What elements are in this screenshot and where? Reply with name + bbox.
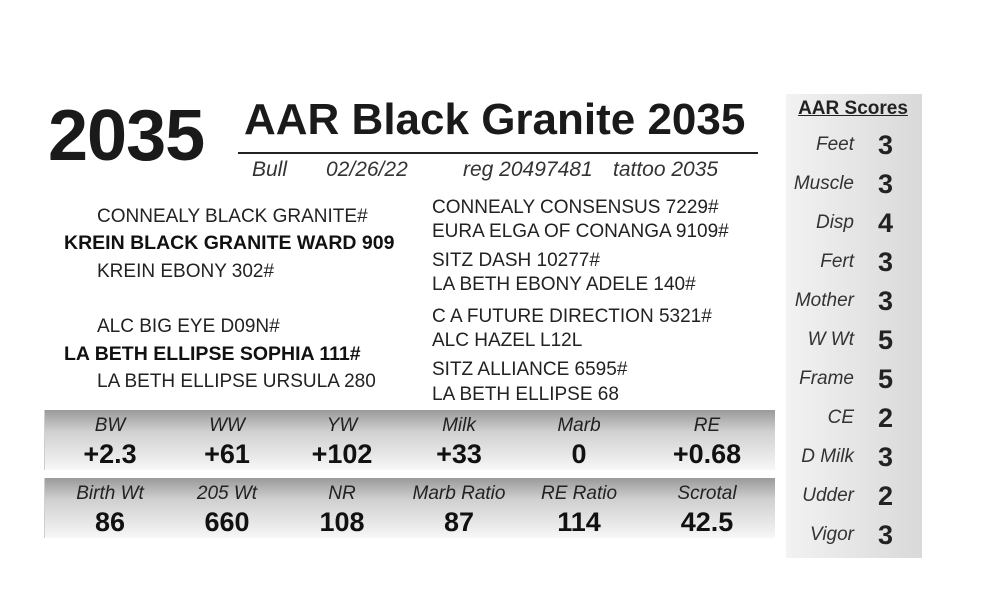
score-row-vigor bbox=[786, 520, 922, 554]
pedigree-dam-dam: LA BETH ELLIPSE URSULA 280 bbox=[97, 371, 376, 392]
scores-title: AAR Scores bbox=[798, 98, 908, 119]
score-value: 3 bbox=[878, 520, 894, 550]
actual-marb-ratio bbox=[394, 478, 524, 536]
registration-number: reg 20497481 bbox=[463, 158, 593, 181]
tattoo: tattoo 2035 bbox=[613, 158, 719, 181]
actual-value: 86 bbox=[94, 507, 126, 537]
score-label: Disp bbox=[815, 212, 854, 233]
pedigree-ds-dam: ALC HAZEL L12L bbox=[432, 330, 583, 351]
score-row-feet bbox=[786, 130, 922, 164]
score-row-fert bbox=[786, 247, 922, 281]
epd-label: RE bbox=[693, 415, 721, 436]
epd-value: 0 bbox=[571, 439, 587, 469]
actual-value: 42.5 bbox=[680, 507, 734, 537]
epd-label: YW bbox=[326, 415, 358, 436]
score-label: Mother bbox=[794, 290, 854, 311]
actual-label: 205 Wt bbox=[196, 483, 258, 504]
actual-value: 87 bbox=[443, 507, 475, 537]
score-value: 3 bbox=[878, 169, 894, 199]
score-row-mother bbox=[786, 286, 922, 320]
birth-date: 02/26/22 bbox=[326, 158, 408, 181]
actual-label: Marb Ratio bbox=[412, 483, 506, 504]
score-row-frame bbox=[786, 364, 922, 398]
score-value: 5 bbox=[878, 364, 894, 394]
pedigree-sd-dam: LA BETH EBONY ADELE 140# bbox=[432, 274, 696, 295]
epd-milk bbox=[394, 410, 524, 468]
score-value: 3 bbox=[878, 247, 894, 277]
score-label: CE bbox=[827, 407, 854, 428]
epd-label: Marb bbox=[557, 415, 601, 436]
pedigree-sire: KREIN BLACK GRANITE WARD 909 bbox=[64, 232, 395, 254]
score-label: Udder bbox=[802, 485, 854, 506]
epd-band bbox=[44, 410, 775, 470]
score-value: 2 bbox=[878, 403, 894, 433]
pedigree-ds-sire: C A FUTURE DIRECTION 5321# bbox=[432, 306, 712, 327]
epd-value: +0.68 bbox=[672, 439, 742, 469]
epd-value: +2.3 bbox=[83, 439, 137, 469]
actual-value: 660 bbox=[204, 507, 250, 537]
score-row-udder bbox=[786, 481, 922, 515]
score-value: 3 bbox=[878, 442, 894, 472]
lot-number: 2035 bbox=[48, 96, 205, 176]
score-label: Fert bbox=[820, 251, 854, 272]
epd-re bbox=[642, 410, 772, 468]
actual-label: NR bbox=[328, 483, 356, 504]
score-label: Muscle bbox=[793, 173, 854, 194]
actual-205-wt bbox=[162, 478, 292, 536]
score-row-dmilk bbox=[786, 442, 922, 476]
score-label: D Milk bbox=[801, 446, 854, 467]
actual-label: Birth Wt bbox=[76, 483, 144, 504]
epd-marb bbox=[514, 410, 644, 468]
score-label: Vigor bbox=[809, 524, 854, 545]
actual-nr bbox=[277, 478, 407, 536]
actuals-band bbox=[44, 478, 775, 538]
epd-yw bbox=[277, 410, 407, 468]
pedigree-sire-dam: KREIN EBONY 302# bbox=[97, 261, 275, 282]
epd-ww bbox=[162, 410, 292, 468]
pedigree-ss-dam: EURA ELGA OF CONANGA 9109# bbox=[432, 221, 729, 242]
score-row-disp bbox=[786, 208, 922, 242]
pedigree-sire-sire: CONNEALY BLACK GRANITE# bbox=[97, 206, 368, 227]
score-row-muscle bbox=[786, 169, 922, 203]
pedigree-dd-dam: LA BETH ELLIPSE 68 bbox=[432, 384, 619, 405]
title-divider bbox=[238, 152, 758, 154]
pedigree-sd-sire: SITZ DASH 10277# bbox=[432, 250, 600, 271]
scores-panel bbox=[786, 94, 922, 558]
sex-label: Bull bbox=[252, 158, 288, 181]
epd-bw bbox=[45, 410, 175, 468]
animal-name: AAR Black Granite 2035 bbox=[244, 95, 746, 144]
score-label: Feet bbox=[815, 134, 854, 155]
score-value: 3 bbox=[878, 130, 894, 160]
actual-label: RE Ratio bbox=[540, 483, 618, 504]
score-value: 2 bbox=[878, 481, 894, 511]
score-label: W Wt bbox=[807, 329, 854, 350]
score-row-ce bbox=[786, 403, 922, 437]
actual-birth-wt bbox=[45, 478, 175, 536]
score-value: 3 bbox=[878, 286, 894, 316]
pedigree-dd-sire: SITZ ALLIANCE 6595# bbox=[432, 359, 628, 380]
epd-value: +61 bbox=[204, 439, 250, 469]
score-row-wwt bbox=[786, 325, 922, 359]
actual-value: 114 bbox=[557, 507, 601, 537]
pedigree-dam: LA BETH ELLIPSE SOPHIA 111# bbox=[64, 343, 361, 365]
score-value: 4 bbox=[878, 208, 894, 238]
epd-label: Milk bbox=[442, 415, 476, 436]
epd-label: WW bbox=[209, 415, 245, 436]
score-label: Frame bbox=[799, 368, 854, 389]
pedigree-dam-sire: ALC BIG EYE D09N# bbox=[97, 316, 280, 337]
score-value: 5 bbox=[878, 325, 894, 355]
actual-label: Scrotal bbox=[677, 483, 737, 504]
actual-scrotal bbox=[642, 478, 772, 536]
epd-value: +102 bbox=[311, 439, 373, 469]
epd-label: BW bbox=[94, 415, 126, 436]
actual-re-ratio bbox=[514, 478, 644, 536]
actual-value: 108 bbox=[319, 507, 365, 537]
pedigree-ss-sire: CONNEALY CONSENSUS 7229# bbox=[432, 197, 719, 218]
epd-value: +33 bbox=[436, 439, 482, 469]
